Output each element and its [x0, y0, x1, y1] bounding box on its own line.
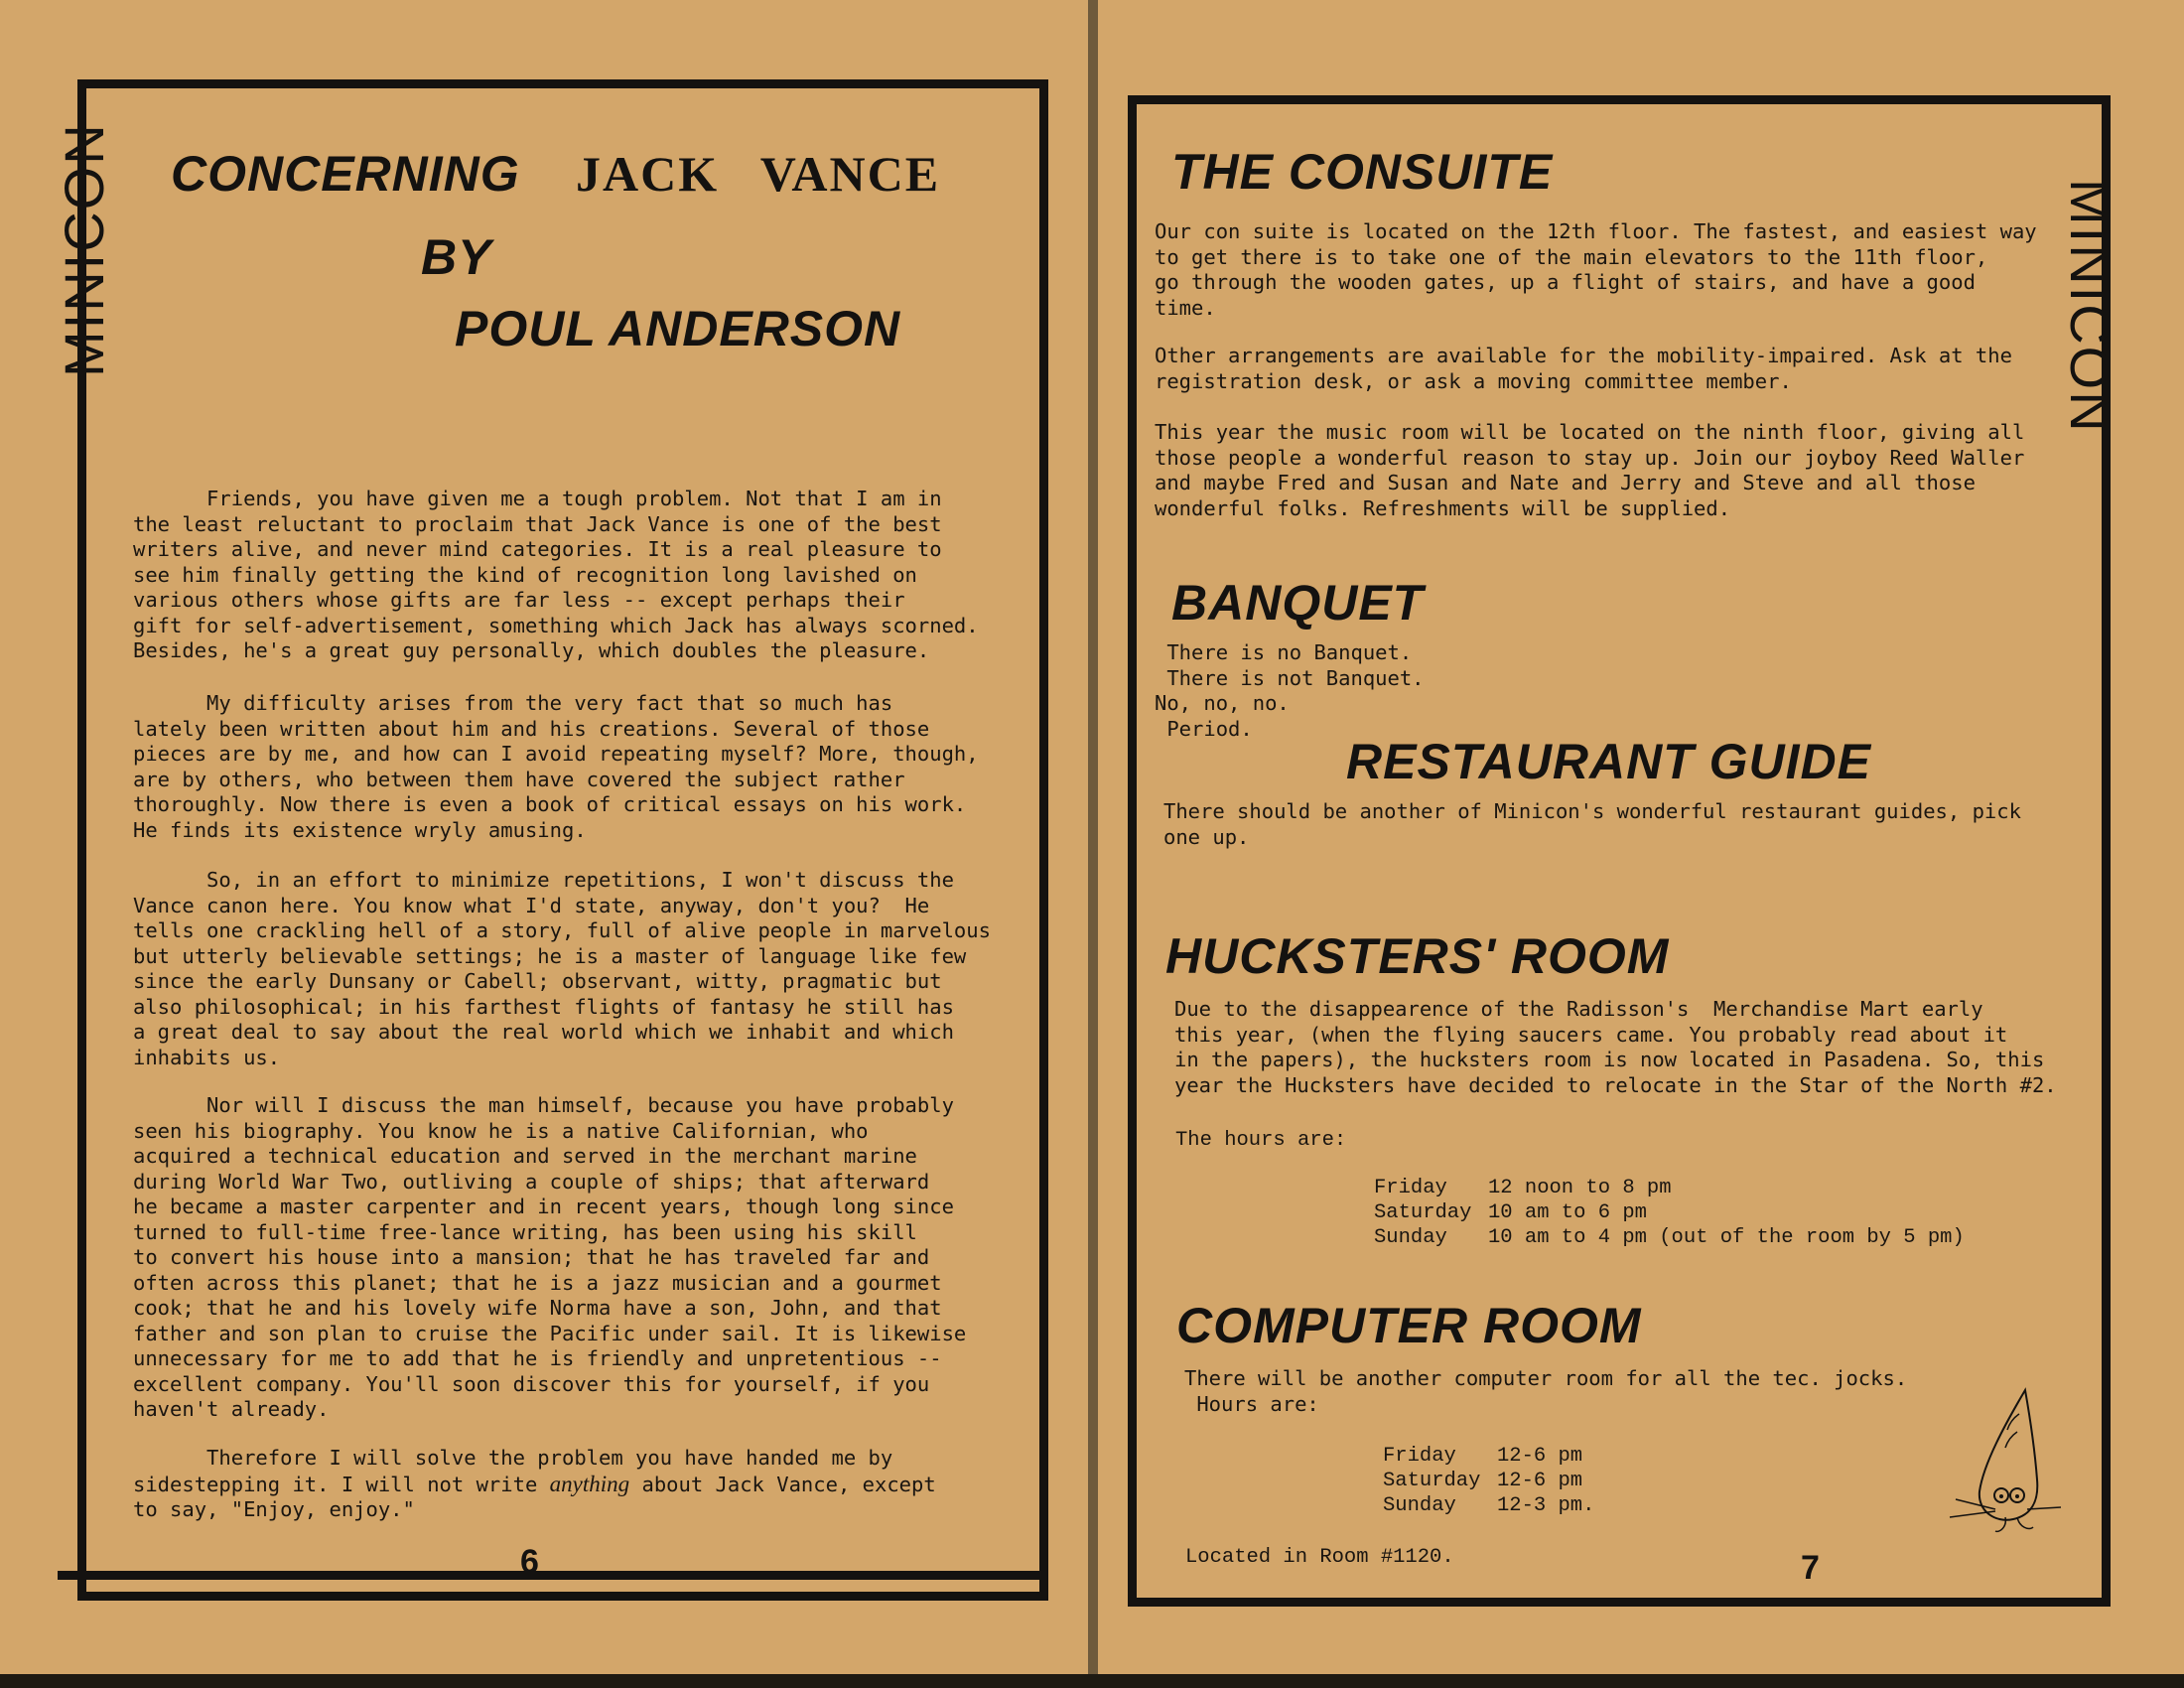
- book-spine: [1088, 0, 1098, 1674]
- schedule-row: Saturday 12-6 pm: [1383, 1470, 1583, 1492]
- article-paragraph-4: Nor will I discuss the man himself, because you have probably seen his biography. You know he is a native Californian, who acquired a technical education and served in the merchant marine during World War Two, outliving a couple of ships; that afterward he became a master carpenter and in recent years, though long since turned to full-time free-lance writing, has been using his skill to convert his house into a mansion; that he has traveled far and often across this planet; that he is a jazz musician and a gourmet cook; that he and his lovely wife Norma have a son, John, and that father and son plan to cruise the Pacific under sail. It is likewise unnecessary for me to add that he is friendly and unpretentious -- excellent company. You'll soon discover this for yourself, if you haven't already.: [133, 1093, 967, 1421]
- article-paragraph-1: Friends, you have given me a tough problem. Not that I am in the least reluctant to proclaim that Jack Vance is one of the best writers alive, and never mind categories. It is a real pleasure to see him finally getting the kind of recognition long lavished on various others whose gifts are far less -- except perhaps their gift for self-advertisement, something which Jack has always scorned. Besides, he's a great guy personally, which doubles the pleasure.: [133, 487, 979, 662]
- article-paragraph-5: Therefore I will solve the problem you have handed me by sidestepping it. I will not write anything about Jack Vance, except to say, "Enjoy, enjoy.": [133, 1446, 936, 1521]
- banquet-text: There is no Banquet. There is not Banquet. No, no, no. Period.: [1155, 640, 1425, 741]
- article-paragraph-3: So, in an effort to minimize repetitions, I won't discuss the Vance canon here. You know what I'd state, anyway, don't you? He tells one crackling hell of a story, full of alive people in marvelous but utterly believable settings; he is a master of language like few since the early Dunsany or Cabell; observant, witty, pragmatic but also philosophical; in his farthest flights of fantasy he still has a great deal to say about the real world which we inhabit and which inhabits us.: [133, 868, 991, 1069]
- hucksters-hours-label: The hours are:: [1175, 1129, 1347, 1152]
- article-author: POUL ANDERSON: [455, 301, 901, 356]
- schedule-row: Friday 12-6 pm: [1383, 1445, 1583, 1468]
- emphasis-anything: anything: [549, 1471, 630, 1496]
- left-side-label: MINICON: [53, 122, 115, 377]
- consuite-paragraph-1: Our con suite is located on the 12th floor. The fastest, and easiest way to get there is to take one of the main elevators to the 11th floor, go through the wooden gates, up a flight of stairs, and have a good time.: [1155, 219, 2037, 320]
- schedule-row: Sunday 10 am to 4 pm (out of the room by 5 pm): [1374, 1226, 1965, 1249]
- restaurant-guide-text: There should be another of Minicon's wonderful restaurant guides, pick one up.: [1163, 799, 2021, 849]
- schedule-row: Friday 12 noon to 8 pm: [1374, 1177, 1672, 1199]
- left-page-border-bottom: [58, 1571, 1048, 1580]
- hucksters-room-text: Due to the disappearence of the Radisson's Merchandise Mart early this year, (when the flying saucers came. You probably read about it in the papers), the hucksters room is now located in Pasadena. So, this year the Hucksters have decided to relocate in the Star of the North #2.: [1174, 997, 2057, 1097]
- restaurant-guide-heading: RESTAURANT GUIDE: [1346, 734, 1871, 789]
- article-title-jack-vance: JACK VANCE: [576, 146, 941, 202]
- article-byline-by: BY: [421, 229, 492, 285]
- computer-schedule: [1383, 1444, 1594, 1518]
- hucksters-schedule: [1374, 1176, 1965, 1250]
- computer-room-heading: COMPUTER ROOM: [1176, 1298, 1642, 1353]
- article-title-concerning: CONCERNING: [171, 146, 520, 202]
- schedule-row: Sunday 12-3 pm.: [1383, 1494, 1595, 1517]
- creature-doodle-icon: [1936, 1384, 2065, 1533]
- page-number-left: 6: [520, 1543, 539, 1581]
- schedule-row: Saturday 10 am to 6 pm: [1374, 1201, 1647, 1224]
- consuite-paragraph-2: Other arrangements are available for the mobility-impaired. Ask at the registration desk, or ask a moving committee member.: [1155, 344, 2012, 393]
- computer-room-text: There will be another computer room for all the tec. jocks. Hours are:: [1184, 1366, 1908, 1416]
- right-side-label: MINICON: [2059, 179, 2121, 434]
- consuite-paragraph-3: This year the music room will be located on the ninth floor, giving all those people a wonderful reason to stay up. Join our joyboy Reed Waller and maybe Fred and Susan and Nate and Jerry and Steve and all those wonderful folks. Refreshments will be supplied.: [1155, 420, 2025, 520]
- banquet-heading: BANQUET: [1171, 575, 1425, 631]
- consuite-heading: THE CONSUITE: [1171, 144, 1554, 200]
- computer-room-location: Located in Room #1120.: [1185, 1546, 1454, 1569]
- article-paragraph-2: My difficulty arises from the very fact that so much has lately been written about him and his creations. Several of those pieces are by me, and how can I avoid repeating myself? More, though, are by others, who between them have covered the subject rather thoroughly. Now there is even a book of critical essays on his work. He finds its existence wryly amusing.: [133, 691, 979, 842]
- hucksters-room-heading: HUCKSTERS' ROOM: [1165, 928, 1670, 984]
- page-number-right: 7: [1801, 1549, 1820, 1587]
